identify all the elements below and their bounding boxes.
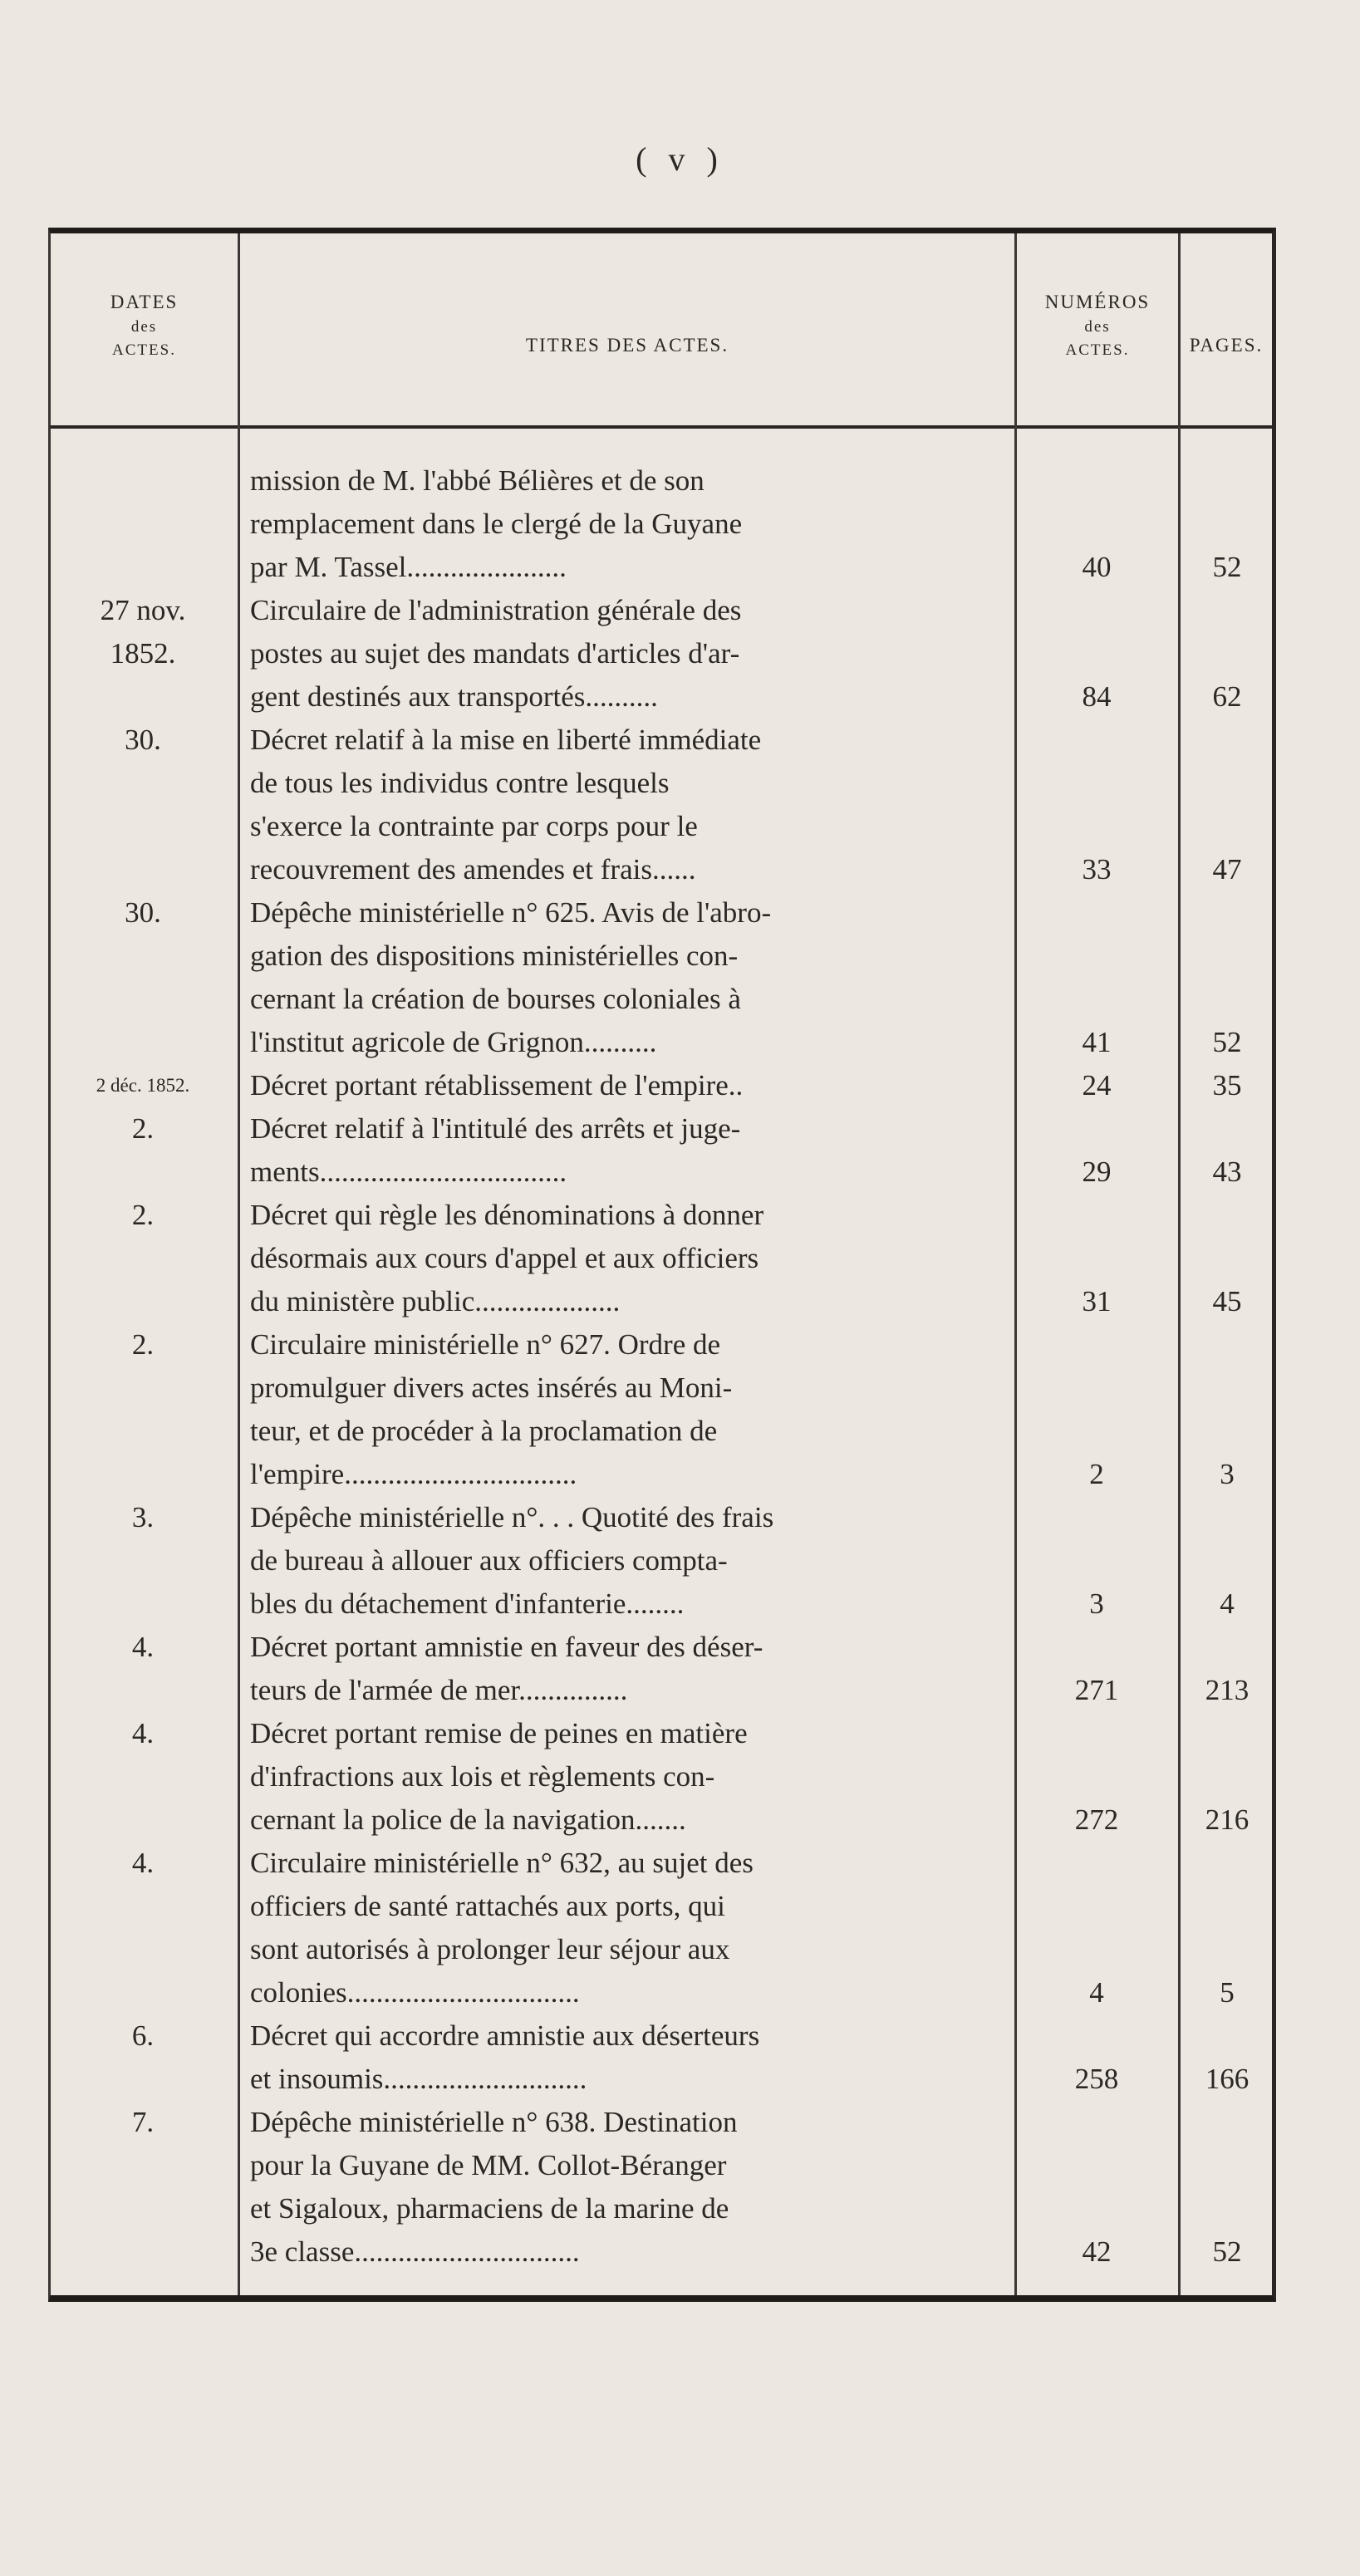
act-date: [51, 589, 235, 675]
act-title-line: ments..................................: [250, 1156, 567, 1188]
act-title: [250, 1626, 1010, 1712]
act-title-line: Décret qui règle les dénominations à donner: [250, 1199, 764, 1231]
act-number: 29: [1082, 1156, 1112, 1188]
act-date-line: 6.: [131, 2019, 155, 2052]
act-date: [51, 1194, 235, 1237]
act-date-line: 2.: [131, 1199, 155, 1231]
act-page: 166: [1205, 2063, 1250, 2095]
act-title-line: Circulaire ministérielle n° 632, au sujet des: [250, 1847, 754, 1879]
act-date-line: 3.: [131, 1501, 155, 1533]
act-title-line: d'infractions aux lois et règlements con-: [250, 1760, 715, 1793]
act-title-line: promulguer divers actes insérés au Moni-: [250, 1371, 733, 1404]
act-date: [51, 2014, 235, 2058]
act-date-line: 4.: [131, 1847, 155, 1879]
act-title-line: désormais aux cours d'appel et aux officiers: [250, 1242, 759, 1274]
act-title-line: teurs de l'armée de mer...............: [250, 1674, 628, 1706]
act-title-line: pour la Guyane de MM. Collot-Béranger: [250, 2149, 727, 2181]
act-title-line: officiers de santé rattachés aux ports, qui: [250, 1890, 725, 1922]
table-row: [51, 1712, 1272, 1842]
table-row: [51, 2101, 1272, 2274]
act-date-line: 30.: [125, 896, 161, 929]
act-page: 62: [1212, 680, 1242, 713]
page-number: ( v ): [636, 140, 724, 178]
act-page: 3: [1220, 1458, 1235, 1490]
table-row: [51, 1194, 1272, 1323]
act-title-line: et Sigaloux, pharmaciens de la marine de: [250, 2192, 729, 2225]
act-title: [250, 1323, 1010, 1496]
act-title-line: et insoumis............................: [250, 2063, 587, 2095]
act-title-line: l'institut agricole de Grignon..........: [250, 1026, 657, 1058]
act-title: [250, 459, 1010, 589]
act-title-line: Dépêche ministérielle n° 625. Avis de l'abro-: [250, 896, 772, 929]
header-rule: [51, 425, 238, 429]
act-page: 52: [1212, 1026, 1242, 1058]
act-page: 5: [1220, 1976, 1235, 2009]
act-date-line: 27 nov.: [100, 594, 186, 626]
act-title-line: postes au sujet des mandats d'articles d'ar-: [250, 637, 740, 670]
act-title-line: par M. Tassel......................: [250, 551, 567, 583]
act-page: 45: [1212, 1285, 1242, 1317]
act-number: 4: [1089, 1976, 1104, 2009]
act-date-line: 7.: [131, 2106, 155, 2138]
act-title: [250, 1496, 1010, 1626]
act-number: 272: [1074, 1803, 1119, 1836]
act-title-line: du ministère public....................: [250, 1285, 621, 1317]
header-titles: TITRES DES ACTES.: [525, 335, 729, 356]
act-date-line: 2.: [131, 1112, 155, 1145]
act-number: 84: [1082, 680, 1112, 713]
act-number: 42: [1082, 2235, 1112, 2268]
table-row: [51, 1107, 1272, 1194]
act-date: [51, 1626, 235, 1669]
act-title-line: s'exerce la contrainte par corps pour le: [250, 810, 698, 842]
table-row: [51, 459, 1272, 589]
table-row: [51, 1323, 1272, 1496]
table-row: [51, 1626, 1272, 1712]
act-title: [250, 2014, 1010, 2101]
act-date: [51, 1064, 235, 1107]
act-title: [250, 2101, 1010, 2274]
act-number: 24: [1082, 1069, 1112, 1102]
act-title-line: mission de M. l'abbé Bélières et de son: [250, 464, 705, 497]
act-date-line: 2.: [131, 1328, 155, 1361]
acts-table: [48, 228, 1276, 2302]
act-number: 2: [1089, 1458, 1104, 1490]
act-title-line: Dépêche ministérielle n° 638. Destination: [250, 2106, 738, 2138]
act-title-line: gation des dispositions ministérielles con-: [250, 940, 739, 972]
table-row: [51, 1842, 1272, 2014]
act-title: [250, 1064, 1010, 1107]
act-date-line: 1852.: [110, 637, 176, 670]
act-title-line: Décret relatif à l'intitulé des arrêts et juge-: [250, 1112, 741, 1145]
act-title-line: Dépêche ministérielle n°. . . Quotité des frais: [250, 1501, 774, 1533]
act-title: [250, 1194, 1010, 1323]
act-date: [51, 1107, 235, 1151]
act-date: [51, 891, 235, 935]
act-title-line: Décret qui accordre amnistie aux déserteurs: [250, 2019, 760, 2052]
act-title: [250, 1842, 1010, 2014]
act-page: 216: [1205, 1803, 1250, 1836]
act-title-line: 3e classe...............................: [250, 2235, 580, 2268]
act-title-line: cernant la police de la navigation.......: [250, 1803, 686, 1836]
table-row: [51, 891, 1272, 1064]
act-number: 3: [1089, 1587, 1104, 1620]
act-title-line: bles du détachement d'infanterie........: [250, 1587, 685, 1620]
header-rule: [1017, 425, 1178, 429]
act-title-line: Décret relatif à la mise en liberté immédiate: [250, 724, 762, 756]
act-title-line: gent destinés aux transportés..........: [250, 680, 658, 713]
act-title: [250, 1107, 1010, 1194]
act-page: 47: [1212, 853, 1242, 886]
act-page: 35: [1212, 1069, 1242, 1102]
act-title-line: cernant la création de bourses coloniales à: [250, 983, 741, 1015]
act-date: [51, 1712, 235, 1755]
act-number: 33: [1082, 853, 1112, 886]
act-page: 52: [1212, 551, 1242, 583]
act-title-line: Décret portant remise de peines en matière: [250, 1717, 748, 1749]
act-date-line: 4.: [131, 1631, 155, 1663]
header-numbers: NUMÉROS des ACTES.: [1044, 292, 1151, 359]
act-date: [51, 1496, 235, 1539]
act-title-line: Circulaire ministérielle n° 627. Ordre de: [250, 1328, 721, 1361]
act-title-line: colonies................................: [250, 1976, 580, 2009]
act-date: [51, 1842, 235, 1885]
act-title-line: sont autorisés à prolonger leur séjour aux: [250, 1933, 730, 1965]
act-date: [51, 1323, 235, 1367]
act-title-line: remplacement dans le clergé de la Guyane: [250, 508, 743, 540]
header-pages: PAGES.: [1189, 335, 1264, 356]
act-page: 4: [1220, 1587, 1235, 1620]
act-number: 271: [1074, 1674, 1119, 1706]
act-number: 31: [1082, 1285, 1112, 1317]
act-date: [51, 719, 235, 762]
table-row: [51, 2014, 1272, 2101]
act-title-line: Décret portant amnistie en faveur des déser-: [250, 1631, 763, 1663]
act-page: 213: [1205, 1674, 1250, 1706]
act-page: 43: [1212, 1156, 1242, 1188]
act-title-line: de tous les individus contre lesquels: [250, 767, 670, 799]
act-date-line: 2 déc. 1852.: [96, 1075, 190, 1096]
act-title-line: de bureau à allouer aux officiers compta-: [250, 1544, 728, 1577]
header-rule: [240, 425, 1014, 429]
act-date-line: 30.: [125, 724, 161, 756]
table-row: [51, 1496, 1272, 1626]
act-date-line: 4.: [131, 1717, 155, 1749]
table-row: [51, 719, 1272, 891]
act-title: [250, 719, 1010, 891]
act-date: [51, 2101, 235, 2144]
act-title: [250, 1712, 1010, 1842]
act-number: 41: [1082, 1026, 1112, 1058]
table-row: [51, 1064, 1272, 1107]
act-number: 40: [1082, 551, 1112, 583]
act-title-line: teur, et de procéder à la proclamation de: [250, 1415, 718, 1447]
act-title-line: Circulaire de l'administration générale des: [250, 594, 742, 626]
act-title-line: recouvrement des amendes et frais......: [250, 853, 696, 886]
act-title-line: l'empire................................: [250, 1458, 577, 1490]
header-rule: [1181, 425, 1272, 429]
act-number: 258: [1074, 2063, 1119, 2095]
act-title-line: Décret portant rétablissement de l'empire..: [250, 1069, 744, 1102]
act-title: [250, 589, 1010, 719]
header-dates: DATES des ACTES.: [110, 292, 179, 359]
act-page: 52: [1212, 2235, 1242, 2268]
act-title: [250, 891, 1010, 1064]
table-row: [51, 589, 1272, 719]
